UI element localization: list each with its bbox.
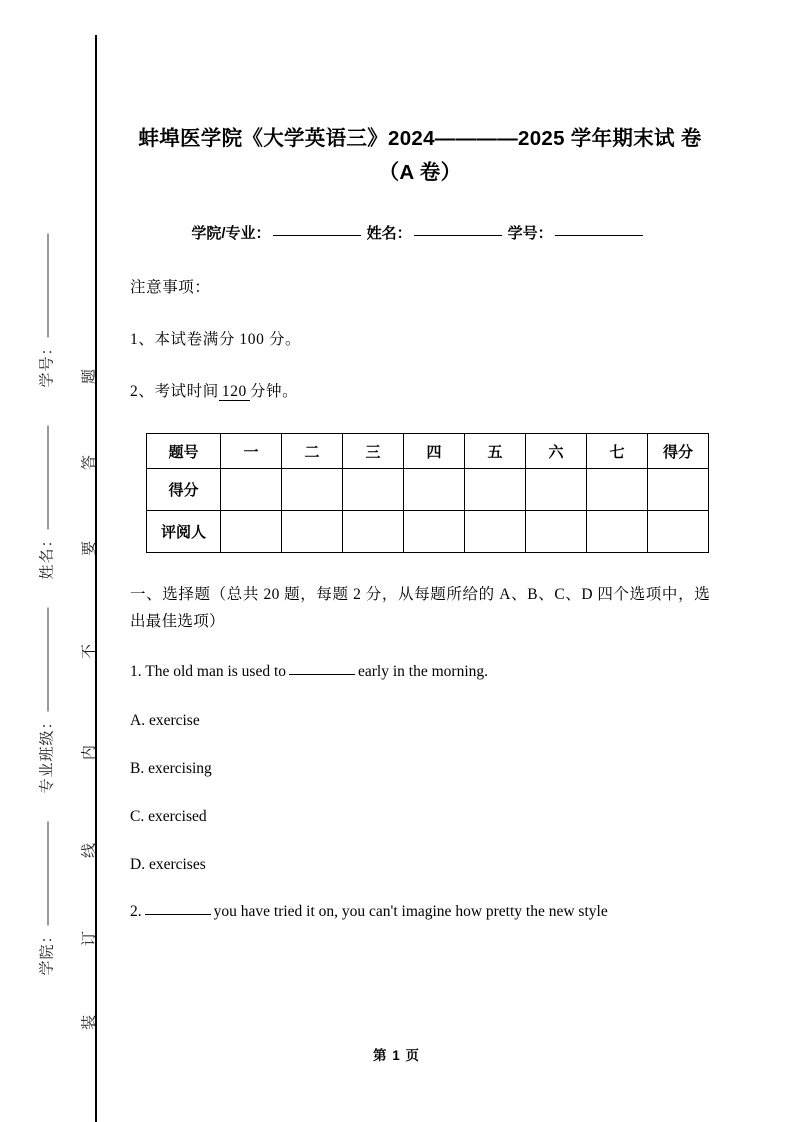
label-name: 姓名： [366, 225, 412, 242]
question-1-option-c[interactable]: C. exercised [130, 808, 207, 825]
table-row [147, 469, 709, 511]
reviewer-cell[interactable] [465, 511, 526, 553]
input-student-id[interactable] [555, 235, 643, 236]
row-label-reviewer: 评阅人 [147, 511, 221, 553]
reviewer-cell[interactable] [404, 511, 465, 553]
binding-field-rule [48, 233, 49, 337]
binding-field-rule [48, 821, 49, 925]
notice-item-2 [130, 381, 710, 403]
binding-field-rule [48, 425, 49, 529]
table-row [147, 434, 709, 469]
question-1-text-after: early in the morning. [358, 663, 489, 680]
input-college-major[interactable] [273, 235, 361, 236]
score-cell[interactable] [465, 469, 526, 511]
reviewer-cell[interactable] [282, 511, 343, 553]
table-header-cell: 题号 [147, 434, 221, 469]
question-2-text-after: you have tried it on, you can't imagine how pretty the new style [213, 903, 608, 920]
score-cell[interactable] [282, 469, 343, 511]
question-1-option-a[interactable]: A. exercise [130, 712, 200, 729]
question-1-number: 1. [130, 663, 142, 680]
table-header-cell: 一 [221, 434, 282, 469]
label-college-major: 学院/专业： [191, 225, 271, 242]
binding-field-xingming: 姓名： [36, 425, 57, 579]
label-student-id: 学号： [507, 225, 553, 242]
question-1-option-d[interactable]: D. exercises [130, 856, 206, 873]
page-title-line2: 卷（A 卷） [378, 127, 702, 184]
table-header-cell: 七 [587, 434, 648, 469]
binding-notice-char: 订 [81, 930, 98, 947]
binding-field-zhuanyebanji: 专业班级： [36, 607, 57, 793]
page-title [130, 0, 710, 190]
notice-item-2-before: 2、考试时间 [130, 383, 219, 400]
exam-duration-value: 120 [219, 383, 250, 401]
reviewer-cell[interactable] [648, 511, 709, 553]
binding-outer-fields [26, 0, 66, 1122]
score-cell[interactable] [526, 469, 587, 511]
question-2-stem [130, 901, 710, 923]
score-table [146, 433, 709, 553]
score-cell[interactable] [648, 469, 709, 511]
table-header-cell: 得分 [648, 434, 709, 469]
page-title-line1: 蚌埠医学院《大学英语三》2024————2025 学年期末试 [138, 127, 675, 150]
binding-notice-char: 题 [81, 368, 98, 385]
question-1-blank[interactable] [289, 674, 355, 675]
binding-margin [0, 0, 96, 1122]
reviewer-cell[interactable] [221, 511, 282, 553]
binding-notice-char: 线 [81, 842, 98, 859]
binding-field-xueyuan: 学院： [36, 821, 57, 975]
notice-heading: 注意事项： [130, 279, 211, 296]
reviewer-cell[interactable] [343, 511, 404, 553]
reviewer-cell[interactable] [526, 511, 587, 553]
binding-notice-char: 内 [81, 744, 98, 761]
score-cell[interactable] [343, 469, 404, 511]
score-cell[interactable] [404, 469, 465, 511]
question-1-stem [130, 661, 710, 683]
page-footer: 第 1 页 [372, 1048, 420, 1063]
reviewer-cell[interactable] [587, 511, 648, 553]
score-table-container [130, 433, 710, 553]
table-header-cell: 五 [465, 434, 526, 469]
binding-notice-char: 答 [81, 454, 98, 471]
notice-item-2-after: 分钟。 [249, 383, 299, 400]
question-2-blank[interactable] [145, 914, 211, 915]
binding-field-rule [48, 607, 49, 711]
binding-notice-char: 装 [81, 1014, 98, 1031]
table-header-cell: 三 [343, 434, 404, 469]
question-1-option-b[interactable]: B. exercising [130, 760, 212, 777]
table-header-cell: 六 [526, 434, 587, 469]
table-row [147, 511, 709, 553]
identity-fields-row [130, 222, 710, 243]
notice-item-1 [130, 329, 710, 351]
notice-item-1-text: 1、本试卷满分 100 分。 [130, 331, 302, 348]
table-header-cell: 四 [404, 434, 465, 469]
input-name[interactable] [414, 235, 502, 236]
question-1-text-before: The old man is used to [145, 663, 287, 680]
row-label-score: 得分 [147, 469, 221, 511]
table-header-cell: 二 [282, 434, 343, 469]
binding-notice-char: 要 [81, 540, 98, 557]
score-cell[interactable] [587, 469, 648, 511]
question-2-number: 2. [130, 903, 142, 920]
binding-notice-char: 不 [81, 643, 98, 660]
binding-notice-column [68, 0, 108, 1122]
score-cell[interactable] [221, 469, 282, 511]
document-body [130, 0, 710, 923]
section-heading-multiple-choice: 一、选择题（总共 20 题，每题 2 分，从每题所给的 A、B、C、D 四个选项中，选出最佳选项） [130, 586, 710, 630]
binding-field-xuehao: 学号： [36, 233, 57, 387]
